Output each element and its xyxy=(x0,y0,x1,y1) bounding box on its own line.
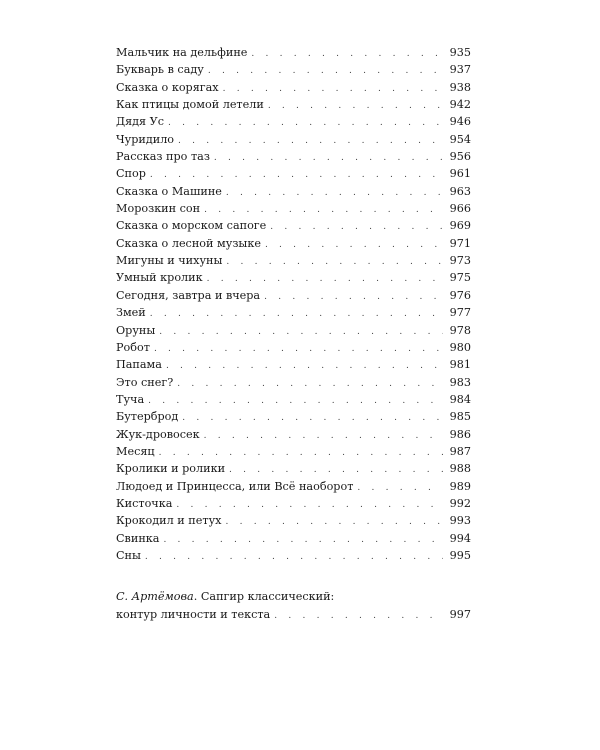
toc-entry-page-number: 963 xyxy=(443,183,471,200)
toc-entry-page-number: 994 xyxy=(443,530,471,547)
toc-entry xyxy=(116,148,471,165)
toc-leader-dots xyxy=(204,428,443,445)
toc-leader-dots xyxy=(226,185,443,202)
toc-leader-dots xyxy=(270,219,443,236)
toc-leader-dots xyxy=(145,549,443,566)
toc-entry-title: Папама xyxy=(116,356,166,373)
toc-entry xyxy=(116,478,471,495)
toc-entry xyxy=(116,547,471,564)
toc-entry-title: Рассказ про таз xyxy=(116,148,214,165)
toc-entry-page-number: 983 xyxy=(443,374,471,391)
toc-entry xyxy=(116,426,471,443)
toc-entry-page-number: 969 xyxy=(443,217,471,234)
toc-entry xyxy=(116,79,471,96)
toc-entry-title: Месяц xyxy=(116,443,159,460)
toc-entry-title: Это снег? xyxy=(116,374,177,391)
toc-entry-page-number: 984 xyxy=(443,391,471,408)
toc-entry-title: Сказка о морском сапоге xyxy=(116,217,270,234)
toc-entry-title: Сказка о Машине xyxy=(116,183,226,200)
toc-entry xyxy=(116,235,471,252)
toc-leader-dots xyxy=(148,393,443,410)
toc-leader-dots xyxy=(168,115,443,132)
toc-entry xyxy=(116,61,471,78)
toc-entry xyxy=(116,200,471,217)
essay-separator: . xyxy=(193,590,198,603)
toc-entry-page-number: 946 xyxy=(443,113,471,130)
toc-entry xyxy=(116,374,471,391)
toc-entry xyxy=(116,287,471,304)
toc-leader-dots xyxy=(154,341,443,358)
toc-entry xyxy=(116,339,471,356)
toc-entry xyxy=(116,408,471,425)
toc-entry-title: Чуридило xyxy=(116,131,178,148)
table-of-contents xyxy=(116,44,471,564)
toc-leader-dots xyxy=(159,324,443,341)
toc-entry-title: Жук-дровосек xyxy=(116,426,204,443)
toc-entry-page-number: 961 xyxy=(443,165,471,182)
toc-entry-page-number: 995 xyxy=(443,547,471,564)
toc-entry xyxy=(116,304,471,321)
toc-entry-page-number: 992 xyxy=(443,495,471,512)
toc-entry-page-number: 988 xyxy=(443,460,471,477)
toc-entry-title: Сказка о корягах xyxy=(116,79,223,96)
toc-entry-page-number: 981 xyxy=(443,356,471,373)
toc-leader-dots xyxy=(214,150,443,167)
essay-title-part-1: Сапгир классический: xyxy=(197,590,335,603)
toc-entry-title: Спор xyxy=(116,165,150,182)
toc-entry-page-number: 987 xyxy=(443,443,471,460)
toc-entry-page-number: 980 xyxy=(443,339,471,356)
toc-leader-dots xyxy=(274,608,443,625)
toc-entry-title: Сны xyxy=(116,547,145,564)
toc-entry-page-number: 935 xyxy=(443,44,471,61)
toc-list xyxy=(116,44,471,564)
toc-entry xyxy=(116,460,471,477)
toc-entry xyxy=(116,443,471,460)
toc-entry xyxy=(116,391,471,408)
toc-leader-dots xyxy=(150,306,443,323)
toc-entry xyxy=(116,113,471,130)
toc-entry-title: Бутерброд xyxy=(116,408,182,425)
toc-entry-title: Свинка xyxy=(116,530,163,547)
toc-entry-page-number: 938 xyxy=(443,79,471,96)
toc-entry-title: Оруны xyxy=(116,322,159,339)
toc-entry-page-number: 966 xyxy=(443,200,471,217)
toc-leader-dots xyxy=(177,376,443,393)
toc-entry-page-number: 971 xyxy=(443,235,471,252)
toc-entry xyxy=(116,252,471,269)
toc-leader-dots xyxy=(226,254,443,271)
essay-title-line-2 xyxy=(116,606,471,623)
essay-title-part-2: контур личности и текста xyxy=(116,606,274,623)
toc-entry xyxy=(116,96,471,113)
essay-page-number: 997 xyxy=(443,606,471,623)
toc-leader-dots xyxy=(182,410,443,427)
essay-entry xyxy=(116,588,471,623)
toc-entry-page-number: 985 xyxy=(443,408,471,425)
toc-entry xyxy=(116,269,471,286)
toc-leader-dots xyxy=(166,358,443,375)
toc-entry-page-number: 976 xyxy=(443,287,471,304)
toc-entry-title: Кролики и ролики xyxy=(116,460,229,477)
toc-entry-title: Букварь в саду xyxy=(116,61,208,78)
toc-entry-page-number: 973 xyxy=(443,252,471,269)
toc-entry-page-number: 937 xyxy=(443,61,471,78)
toc-entry-page-number: 956 xyxy=(443,148,471,165)
toc-entry-page-number: 975 xyxy=(443,269,471,286)
toc-entry xyxy=(116,44,471,61)
toc-entry-title: Морозкин сон xyxy=(116,200,204,217)
essay-title-line-1 xyxy=(116,588,471,606)
toc-entry xyxy=(116,322,471,339)
toc-entry-title: Крокодил и петух xyxy=(116,512,225,529)
toc-entry xyxy=(116,217,471,234)
toc-entry-page-number: 986 xyxy=(443,426,471,443)
toc-entry-title: Мальчик на дельфине xyxy=(116,44,251,61)
toc-entry-title: Змей xyxy=(116,304,150,321)
toc-entry xyxy=(116,530,471,547)
toc-leader-dots xyxy=(264,289,443,306)
toc-entry-title: Как птицы домой летели xyxy=(116,96,268,113)
toc-leader-dots xyxy=(225,514,443,531)
toc-entry xyxy=(116,165,471,182)
toc-entry-page-number: 977 xyxy=(443,304,471,321)
toc-entry xyxy=(116,183,471,200)
toc-leader-dots xyxy=(357,480,443,497)
toc-entry-title: Робот xyxy=(116,339,154,356)
essay-author: С. Артёмова xyxy=(116,590,194,603)
toc-entry xyxy=(116,495,471,512)
toc-entry-page-number: 989 xyxy=(443,478,471,495)
toc-leader-dots xyxy=(178,133,443,150)
toc-entry xyxy=(116,512,471,529)
toc-entry-title: Сказка о лесной музыке xyxy=(116,235,265,252)
toc-entry xyxy=(116,131,471,148)
toc-leader-dots xyxy=(208,63,443,80)
toc-entry-page-number: 978 xyxy=(443,322,471,339)
toc-leader-dots xyxy=(163,532,443,549)
toc-entry-page-number: 942 xyxy=(443,96,471,113)
toc-leader-dots xyxy=(251,46,443,63)
toc-leader-dots xyxy=(265,237,443,254)
toc-entry xyxy=(116,356,471,373)
toc-leader-dots xyxy=(268,98,443,115)
toc-entry-title: Туча xyxy=(116,391,148,408)
toc-entry-page-number: 954 xyxy=(443,131,471,148)
toc-entry-title: Людоед и Принцесса, или Всё наоборот xyxy=(116,478,357,495)
toc-entry-title: Мигуны и чихуны xyxy=(116,252,226,269)
toc-entry-title: Кисточка xyxy=(116,495,176,512)
toc-entry-title: Сегодня, завтра и вчера xyxy=(116,287,264,304)
toc-entry-title: Умный кролик xyxy=(116,269,207,286)
toc-entry-title: Дядя Ус xyxy=(116,113,168,130)
toc-entry-page-number: 993 xyxy=(443,512,471,529)
